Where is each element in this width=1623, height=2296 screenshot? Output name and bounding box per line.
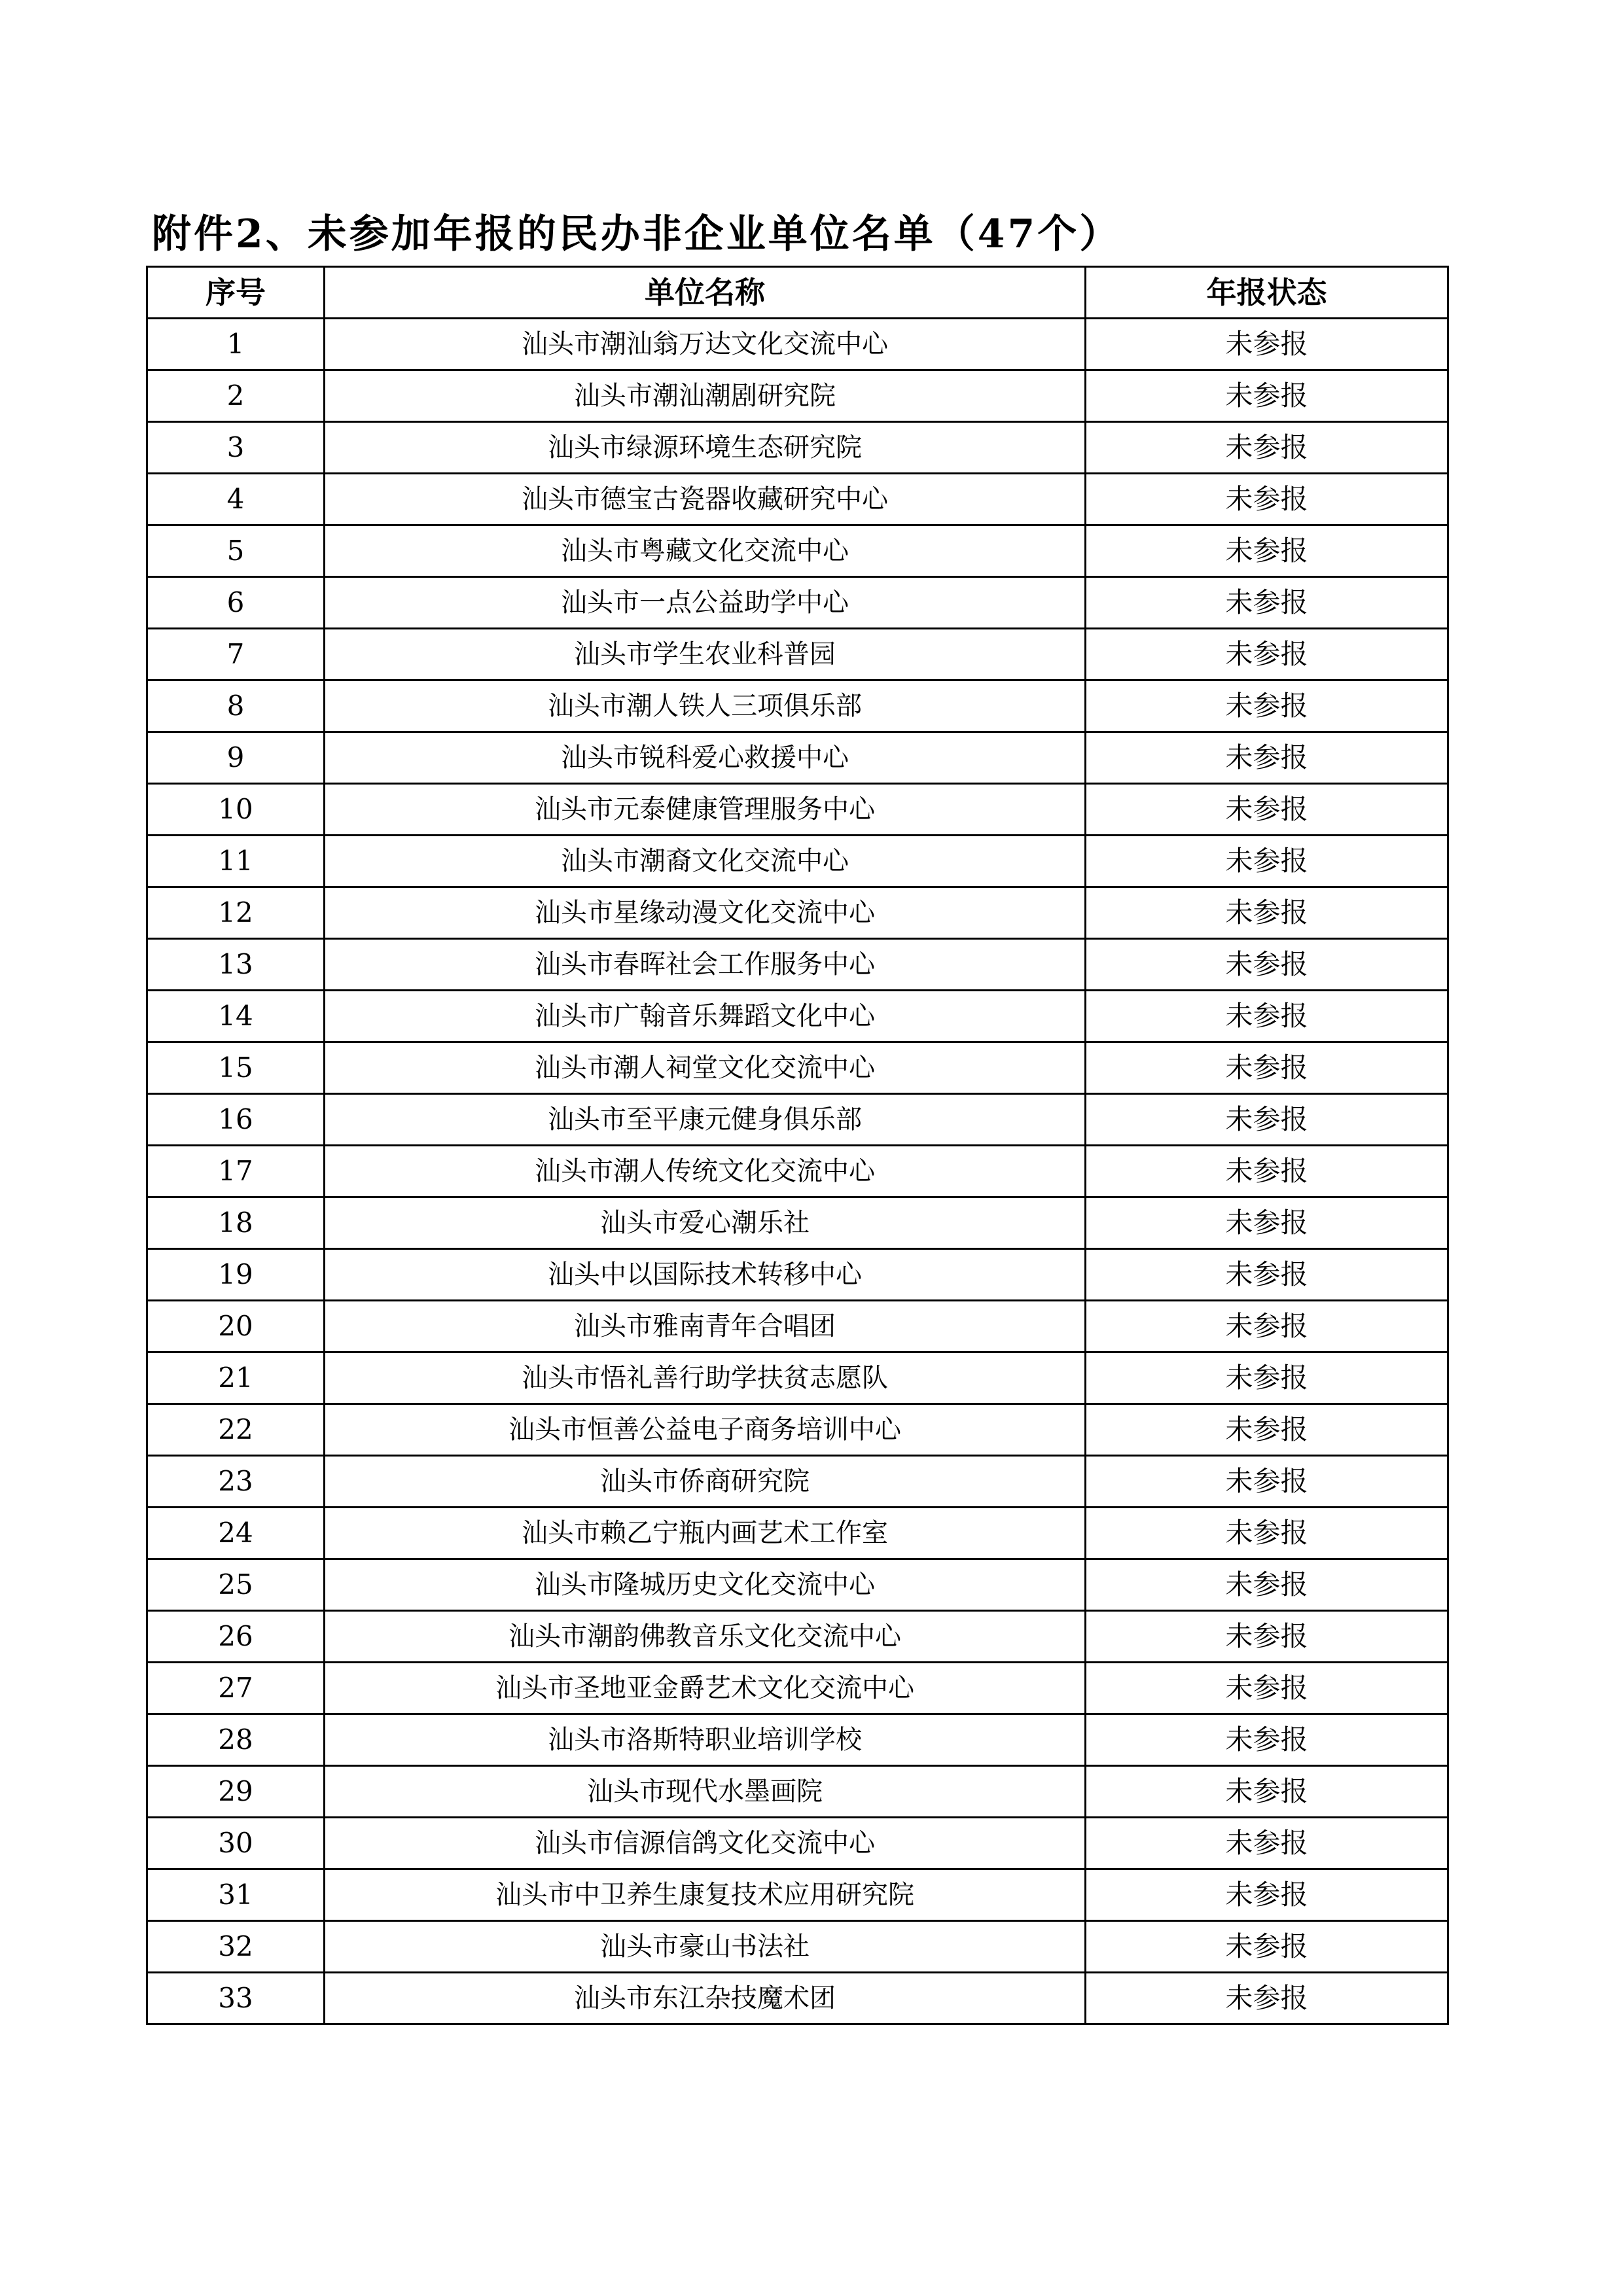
report-status: 未参报 (1086, 680, 1448, 732)
report-status: 未参报 (1086, 1249, 1448, 1301)
table-row (147, 474, 1448, 525)
organization-name: 汕头市豪山书法社 (325, 1921, 1086, 1973)
row-number: 8 (147, 680, 325, 732)
row-number: 20 (147, 1301, 325, 1352)
report-status: 未参报 (1086, 1766, 1448, 1818)
table-row (147, 1559, 1448, 1611)
row-number: 33 (147, 1973, 325, 2024)
row-number: 10 (147, 784, 325, 836)
organization-table (146, 266, 1449, 2025)
report-status: 未参报 (1086, 1663, 1448, 1714)
report-status: 未参报 (1086, 991, 1448, 1042)
table-body (147, 319, 1448, 2024)
row-number: 31 (147, 1869, 325, 1921)
organization-name: 汕头市现代水墨画院 (325, 1766, 1086, 1818)
organization-name: 汕头市恒善公益电子商务培训中心 (325, 1404, 1086, 1456)
report-status: 未参报 (1086, 836, 1448, 887)
table-row (147, 991, 1448, 1042)
organization-name: 汕头市爱心潮乐社 (325, 1197, 1086, 1249)
organization-name: 汕头市潮裔文化交流中心 (325, 836, 1086, 887)
organization-name: 汕头市隆城历史文化交流中心 (325, 1559, 1086, 1611)
organization-name: 汕头市赖乙宁瓶内画艺术工作室 (325, 1508, 1086, 1559)
table-header-row (147, 267, 1448, 319)
report-status: 未参报 (1086, 1042, 1448, 1094)
table-row (147, 1352, 1448, 1404)
header-name: 单位名称 (325, 267, 1086, 319)
report-status: 未参报 (1086, 784, 1448, 836)
organization-name: 汕头市星缘动漫文化交流中心 (325, 887, 1086, 939)
organization-name: 汕头市悟礼善行助学扶贫志愿队 (325, 1352, 1086, 1404)
organization-name: 汕头市信源信鸽文化交流中心 (325, 1818, 1086, 1869)
report-status: 未参报 (1086, 1146, 1448, 1197)
organization-name: 汕头市学生农业科普园 (325, 629, 1086, 680)
row-number: 24 (147, 1508, 325, 1559)
report-status: 未参报 (1086, 732, 1448, 784)
organization-name: 汕头市中卫养生康复技术应用研究院 (325, 1869, 1086, 1921)
report-status: 未参报 (1086, 629, 1448, 680)
row-number: 28 (147, 1714, 325, 1766)
table-row (147, 1249, 1448, 1301)
report-status: 未参报 (1086, 1714, 1448, 1766)
row-number: 22 (147, 1404, 325, 1456)
organization-name: 汕头市侨商研究院 (325, 1456, 1086, 1508)
table-row (147, 422, 1448, 474)
organization-name: 汕头市雅南青年合唱团 (325, 1301, 1086, 1352)
table-row (147, 1663, 1448, 1714)
table-row (147, 1921, 1448, 1973)
row-number: 27 (147, 1663, 325, 1714)
report-status: 未参报 (1086, 939, 1448, 991)
table-row (147, 1042, 1448, 1094)
table-row (147, 836, 1448, 887)
header-status: 年报状态 (1086, 267, 1448, 319)
report-status: 未参报 (1086, 1508, 1448, 1559)
row-number: 4 (147, 474, 325, 525)
report-status: 未参报 (1086, 1921, 1448, 1973)
organization-name: 汕头市广翰音乐舞蹈文化中心 (325, 991, 1086, 1042)
report-status: 未参报 (1086, 1301, 1448, 1352)
organization-name: 汕头市圣地亚金爵艺术文化交流中心 (325, 1663, 1086, 1714)
table-row (147, 1404, 1448, 1456)
table-row (147, 1714, 1448, 1766)
report-status: 未参报 (1086, 319, 1448, 370)
table-row (147, 370, 1448, 422)
page-title: 附件2、未参加年报的民办非企业单位名单（47个） (152, 211, 1122, 257)
table-row (147, 1146, 1448, 1197)
row-number: 11 (147, 836, 325, 887)
row-number: 26 (147, 1611, 325, 1663)
table-row (147, 1766, 1448, 1818)
row-number: 17 (147, 1146, 325, 1197)
table-row (147, 1094, 1448, 1146)
table-row (147, 680, 1448, 732)
row-number: 19 (147, 1249, 325, 1301)
table-row (147, 732, 1448, 784)
report-status: 未参报 (1086, 577, 1448, 629)
organization-name: 汕头中以国际技术转移中心 (325, 1249, 1086, 1301)
report-status: 未参报 (1086, 422, 1448, 474)
organization-name: 汕头市春晖社会工作服务中心 (325, 939, 1086, 991)
organization-name: 汕头市潮汕翁万达文化交流中心 (325, 319, 1086, 370)
report-status: 未参报 (1086, 887, 1448, 939)
row-number: 21 (147, 1352, 325, 1404)
row-number: 5 (147, 525, 325, 577)
table-row (147, 1869, 1448, 1921)
row-number: 14 (147, 991, 325, 1042)
row-number: 32 (147, 1921, 325, 1973)
row-number: 3 (147, 422, 325, 474)
organization-name: 汕头市潮人铁人三项俱乐部 (325, 680, 1086, 732)
row-number: 29 (147, 1766, 325, 1818)
table-row (147, 1508, 1448, 1559)
report-status: 未参报 (1086, 1404, 1448, 1456)
organization-name: 汕头市锐科爱心救援中心 (325, 732, 1086, 784)
table-row (147, 939, 1448, 991)
row-number: 15 (147, 1042, 325, 1094)
organization-name: 汕头市德宝古瓷器收藏研究中心 (325, 474, 1086, 525)
row-number: 16 (147, 1094, 325, 1146)
row-number: 18 (147, 1197, 325, 1249)
report-status: 未参报 (1086, 1456, 1448, 1508)
row-number: 2 (147, 370, 325, 422)
report-status: 未参报 (1086, 1197, 1448, 1249)
row-number: 12 (147, 887, 325, 939)
row-number: 9 (147, 732, 325, 784)
table-row (147, 629, 1448, 680)
report-status: 未参报 (1086, 1559, 1448, 1611)
table-row (147, 577, 1448, 629)
organization-name: 汕头市元泰健康管理服务中心 (325, 784, 1086, 836)
row-number: 23 (147, 1456, 325, 1508)
table-row (147, 1301, 1448, 1352)
report-status: 未参报 (1086, 1094, 1448, 1146)
table-row (147, 784, 1448, 836)
row-number: 25 (147, 1559, 325, 1611)
table-row (147, 1818, 1448, 1869)
row-number: 7 (147, 629, 325, 680)
row-number: 6 (147, 577, 325, 629)
report-status: 未参报 (1086, 1973, 1448, 2024)
organization-name: 汕头市潮韵佛教音乐文化交流中心 (325, 1611, 1086, 1663)
report-status: 未参报 (1086, 370, 1448, 422)
table-row (147, 1973, 1448, 2024)
organization-name: 汕头市粤藏文化交流中心 (325, 525, 1086, 577)
table-row (147, 1197, 1448, 1249)
table-row (147, 525, 1448, 577)
report-status: 未参报 (1086, 474, 1448, 525)
organization-name: 汕头市潮汕潮剧研究院 (325, 370, 1086, 422)
table-row (147, 319, 1448, 370)
table-row (147, 1456, 1448, 1508)
organization-name: 汕头市潮人祠堂文化交流中心 (325, 1042, 1086, 1094)
table-row (147, 887, 1448, 939)
report-status: 未参报 (1086, 1818, 1448, 1869)
organization-name: 汕头市洛斯特职业培训学校 (325, 1714, 1086, 1766)
organization-name: 汕头市东江杂技魔术团 (325, 1973, 1086, 2024)
row-number: 1 (147, 319, 325, 370)
report-status: 未参报 (1086, 1611, 1448, 1663)
organization-name: 汕头市至平康元健身俱乐部 (325, 1094, 1086, 1146)
organization-name: 汕头市绿源环境生态研究院 (325, 422, 1086, 474)
report-status: 未参报 (1086, 525, 1448, 577)
report-status: 未参报 (1086, 1869, 1448, 1921)
table-row (147, 1611, 1448, 1663)
report-status: 未参报 (1086, 1352, 1448, 1404)
organization-name: 汕头市一点公益助学中心 (325, 577, 1086, 629)
row-number: 13 (147, 939, 325, 991)
header-no: 序号 (147, 267, 325, 319)
organization-name: 汕头市潮人传统文化交流中心 (325, 1146, 1086, 1197)
row-number: 30 (147, 1818, 325, 1869)
